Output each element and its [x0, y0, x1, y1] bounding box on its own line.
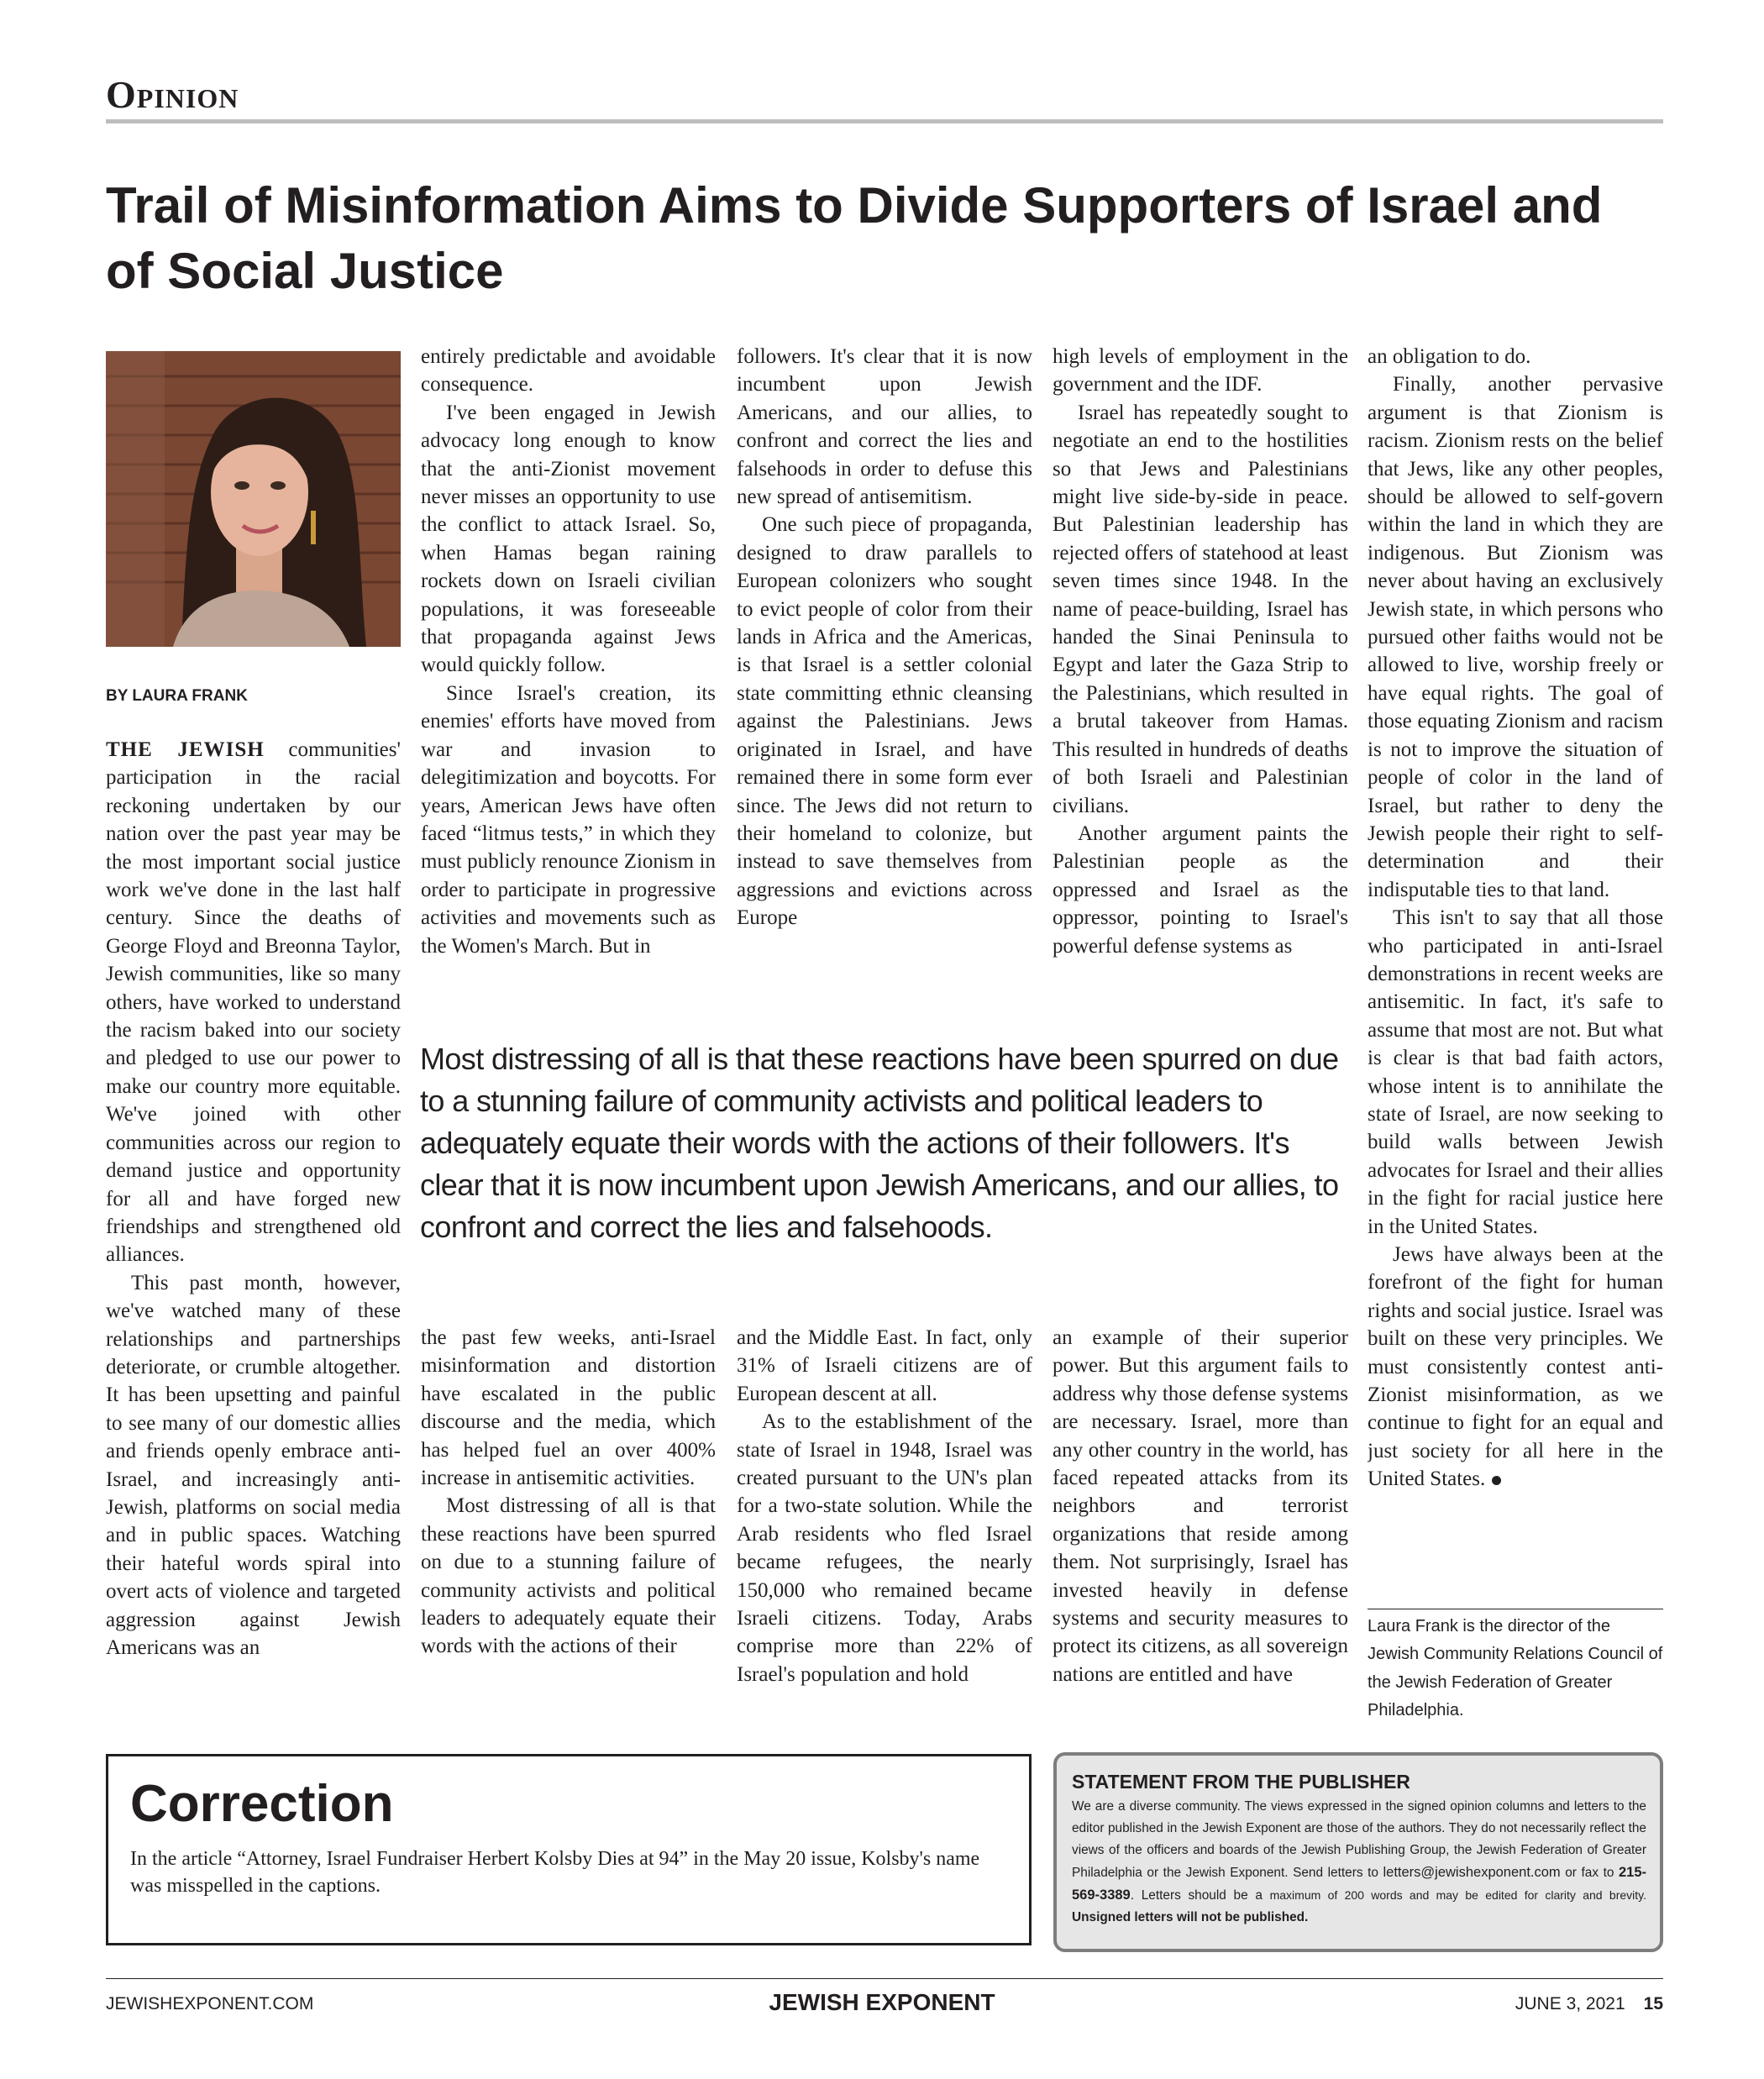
- article-column-5: [1368, 343, 1663, 1586]
- publisher-fax-number: 215-569-3389: [1072, 1865, 1646, 1903]
- article-column-4-bottom: [1053, 1324, 1348, 1727]
- article-paragraph: Since Israel's creation, its enemies' efforts have moved from war and invasion to delegitimization and boycotts. For years, American Jews have often faced “litmus tests,” in which they must publicly renounce Zionism in order to participate in progressive activities and movements such as the Women's March. But in: [421, 681, 716, 958]
- publisher-statement-title: STATEMENT FROM THE PUBLISHER: [1072, 1771, 1410, 1793]
- article-column-3-bottom: [737, 1324, 1032, 1727]
- article-paragraph: Finally, another pervasive argument is that Zionism is racism. Zionism rests on the belief that Jews, like any other peoples, should be allowed to self-govern within the land in which they are indigenous. But Zionism was never about having an exclusively Jewish state, in which persons who pursued other faiths would not be allowed to live, worship freely or have equal rights. The goal of those equating Zionism and racism is not to improve the situation of people of color in the land of Israel, but rather to deny the Jewish people their right to self-determination and their indisputable ties to that land.: [1368, 373, 1663, 901]
- article-paragraph: an example of their superior power. But this argument fails to address why those defense systems are necessary. Israel, more than any other country in the world, has faced repeated attacks from its neighbors and terrorist organizations that reside among them. Not surprisingly, Israel has invested heavily in defense systems and security measures to protect its citizens, as all sovereign nations are entitled and have: [1053, 1326, 1348, 1686]
- article-column-1: [106, 736, 401, 1727]
- article-column-2-top: [421, 343, 716, 991]
- publisher-email-link[interactable]: letters@jewishexponent.com: [1383, 1865, 1561, 1880]
- footer-rule: [106, 1978, 1663, 1979]
- article-paragraph: followers. It's clear that it is now incumbent upon Jewish Americans, and our allies, to confront and correct the lies and falsehoods in order to defuse this new spread of antisemitism.: [737, 345, 1032, 509]
- article-paragraph: Jews have always been at the forefront of the fight for human rights and social justice. Israel was built on these very principles. We must consistently contest anti-Zionist misinformation, as we continue to fight for an equal and just society for all here in the United States.: [1368, 1243, 1663, 1491]
- correction-box: [106, 1754, 1032, 1945]
- footer-website[interactable]: JEWISHEXPONENT.COM: [106, 1994, 314, 2013]
- headline: Trail of Misinformation Aims to Divide Supporters of Israel and of Social Justice: [106, 177, 1603, 299]
- article-paragraph: entirely predictable and avoidable consequence.: [421, 345, 716, 396]
- footer-date-page: [1515, 1994, 1663, 2014]
- author-bio: Laura Frank is the director of the Jewish Community Relations Council of the Jewish Federation of Greater Philadelphia.: [1368, 1617, 1663, 1720]
- byline: BY LAURA FRANK: [106, 687, 248, 705]
- article-paragraph: This past month, however, we've watched many of these relationships and partnerships deteriorate, or crumble altogether. It has been upsetting and painful to see many of our domestic allies and friends openly embrace anti-Israel, and increasingly anti-Jewish, platforms on social media and in public spaces. Watching their hateful words spiral into overt acts of violence and targeted aggression against Jewish Americans was an: [106, 1271, 401, 1659]
- correction-title: Correction: [130, 1775, 394, 1833]
- pull-quote: Most distressing of all is that these reactions have been spurred on due to a stunning failure of community activists and political leaders to adequately equate their words with the actions of their followers. It's clear that it is now incumbent upon Jewish Americans, and our allies, to confront and correct the lies and falsehoods.: [420, 1042, 1339, 1244]
- article-paragraph: This isn't to say that all those who participated in anti-Israel demonstrations in recent weeks are antisemitic. In fact, it's safe to assume that most are not. But what is clear is that bad faith actors, whose intent is to annihilate the state of Israel, are now seeking to build walls between Jewish advocates for Israel and their allies in the fight for racial justice here in the United States.: [1368, 906, 1663, 1238]
- article-paragraph: the past few weeks, anti-Israel misinformation and distortion have escalated in the public discourse and the media, which has helped fuel an over 400% increase in antisemitic activities.: [421, 1326, 716, 1490]
- article-paragraph: I've been engaged in Jewish advocacy long enough to know that the anti-Zionist movement never misses an opportunity to use the conflict to attack Israel. So, when Hamas began raining rockets down on Israeli civilian populations, it was foreseeable that propaganda against Jews would quickly follow.: [421, 401, 716, 677]
- article-paragraph: high levels of employment in the government and the IDF.: [1053, 345, 1348, 396]
- footer-date: JUNE 3, 2021: [1515, 1994, 1625, 2013]
- author-photo: [106, 351, 401, 647]
- article-paragraph: One such piece of propaganda, designed to draw parallels to European colonizers who sought to evict people of color from their lands in Africa and the Americas, is that Israel is a settler colonial state committing ethnic cleansing against the Palestinians. Jews originated in Israel, and have remained there in some form ever since. The Jews did not return to their homeland to colonize, but instead to save themselves from aggressions and evictions across Europe: [737, 513, 1032, 930]
- footer-publication-name: JEWISH EXPONENT: [769, 1989, 995, 2015]
- article-paragraph: Israel has repeatedly sought to negotiate an end to the hostilities so that Jews and Palestinians might live side-by-side in peace. But Palestinian leadership has rejected offers of statehood at least seven times since 1948. In the name of peace-building, Israel has handed the Sinai Peninsula to Egypt and later the Gaza Strip to the Palestinians, which resulted in a brutal takeover from Hamas. This resulted in hundreds of deaths of both Israeli and Palestinian civilians.: [1053, 401, 1348, 817]
- article-paragraph: Another argument paints the Palestinian people as the oppressed and Israel as the oppressor, pointing to Israel's powerful defense systems as: [1053, 822, 1348, 958]
- article-column-2-bottom: [421, 1324, 716, 1727]
- article-paragraph: and the Middle East. In fact, only 31% of Israeli citizens are of European descent at all.: [737, 1326, 1032, 1405]
- article-column-3-top: [737, 343, 1032, 991]
- publisher-statement-text: We are a diverse community. The views expressed in the signed opinion columns and letters to the editor published in the Jewish Exponent are those of the authors. They do not necessarily reflect the views of the officers and boards of the Jewish Publishing Group, the Jewish Federation of Greater Philadelphia or the Jewish Exponent. Send letters to letters@jewishexponent.com or fax to 215-569-3389. Letters should be a maximum of 200 words and may be edited for clarity and brevity. Unsigned letters will not be published.: [1072, 1799, 1646, 1924]
- lead-in: THE JEWISH: [106, 738, 265, 761]
- section-rule: [106, 119, 1663, 123]
- page-number: 15: [1643, 1994, 1663, 2013]
- article-paragraph: an obligation to do.: [1368, 345, 1531, 368]
- end-bullet-icon: [1492, 1476, 1501, 1485]
- article-paragraph: THE JEWISH communities' participation in the racial reckoning undertaken by our nation over the past year may be the most important social justice work we've done in the last half century. Since the deaths of George Floyd and Breonna Taylor, Jewish communities, like so many others, have worked to understand the racism baked into our society and pledged to use our power to make our country more equitable. We've joined with other communities across our region to demand justice and opportunity for all and have forged new friendships and strengthened old alliances.: [106, 738, 401, 1267]
- article-paragraph: Most distressing of all is that these reactions have been spurred on due to a stunning failure of community activists and political leaders to adequately equate their words with the actions of their: [421, 1494, 716, 1658]
- correction-text: In the article “Attorney, Israel Fundraiser Herbert Kolsby Dies at 94” in the May 20 issue, Kolsby's name was misspelled in the captions.: [130, 1848, 980, 1897]
- article-paragraph: As to the establishment of the state of Israel in 1948, Israel was created pursuant to the UN's plan for a two-state solution. While the Arab residents who fled Israel became refugees, the nearly 150,000 who remained became Israeli citizens. Today, Arabs comprise more than 22% of Israel's population and hold: [737, 1410, 1032, 1686]
- section-label: Opinion: [106, 73, 239, 116]
- author-portrait-image: [106, 351, 401, 647]
- article-column-4-top: [1053, 343, 1348, 991]
- publisher-statement-box: [1053, 1752, 1663, 1952]
